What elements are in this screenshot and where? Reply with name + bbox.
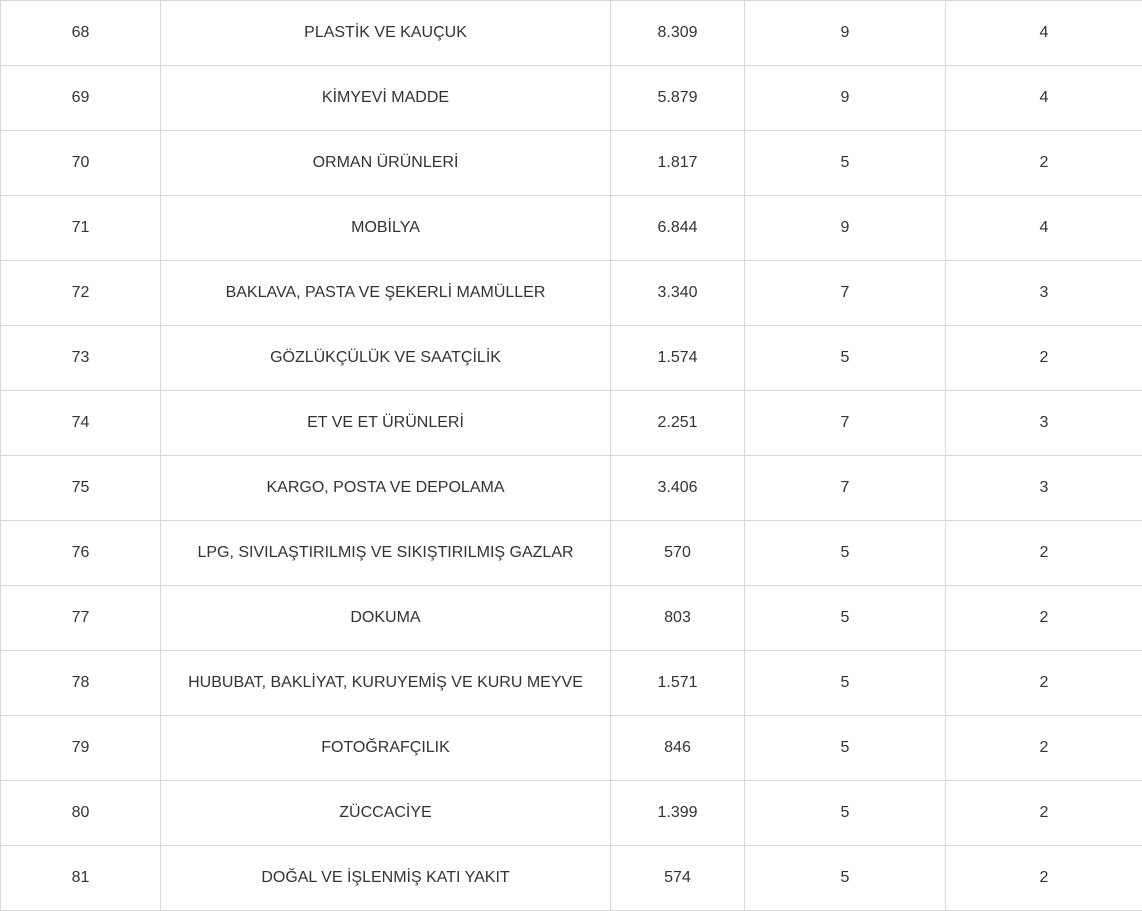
member-count: 803 bbox=[611, 586, 745, 651]
row-number: 76 bbox=[1, 521, 161, 586]
sector-name: GÖZLÜKÇÜLÜK VE SAATÇİLİK bbox=[161, 326, 611, 391]
row-number: 79 bbox=[1, 716, 161, 781]
column-5-value: 2 bbox=[946, 326, 1142, 391]
column-5-value: 2 bbox=[946, 781, 1142, 846]
member-count: 3.340 bbox=[611, 261, 745, 326]
sector-name: ZÜCCACİYE bbox=[161, 781, 611, 846]
column-5-value: 2 bbox=[946, 716, 1142, 781]
row-number: 78 bbox=[1, 651, 161, 716]
row-number: 75 bbox=[1, 456, 161, 521]
table-row bbox=[1, 456, 1142, 521]
table-row bbox=[1, 651, 1142, 716]
column-5-value: 2 bbox=[946, 651, 1142, 716]
table-row bbox=[1, 196, 1142, 261]
column-5-value: 2 bbox=[946, 586, 1142, 651]
member-count: 570 bbox=[611, 521, 745, 586]
sector-name: MOBİLYA bbox=[161, 196, 611, 261]
member-count: 8.309 bbox=[611, 1, 745, 66]
row-number: 72 bbox=[1, 261, 161, 326]
row-number: 73 bbox=[1, 326, 161, 391]
row-number: 74 bbox=[1, 391, 161, 456]
table-row bbox=[1, 846, 1142, 911]
table-row bbox=[1, 326, 1142, 391]
column-4-value: 7 bbox=[745, 456, 946, 521]
sector-name: BAKLAVA, PASTA VE ŞEKERLİ MAMÜLLER bbox=[161, 261, 611, 326]
column-4-value: 5 bbox=[745, 716, 946, 781]
column-5-value: 2 bbox=[946, 846, 1142, 911]
sector-name: DOĞAL VE İŞLENMİŞ KATI YAKIT bbox=[161, 846, 611, 911]
member-count: 2.251 bbox=[611, 391, 745, 456]
sector-name: ORMAN ÜRÜNLERİ bbox=[161, 131, 611, 196]
member-count: 1.399 bbox=[611, 781, 745, 846]
column-4-value: 5 bbox=[745, 846, 946, 911]
column-4-value: 5 bbox=[745, 131, 946, 196]
member-count: 1.571 bbox=[611, 651, 745, 716]
column-5-value: 4 bbox=[946, 1, 1142, 66]
column-4-value: 5 bbox=[745, 586, 946, 651]
column-5-value: 2 bbox=[946, 521, 1142, 586]
column-5-value: 4 bbox=[946, 66, 1142, 131]
table-body bbox=[1, 1, 1142, 911]
row-number: 80 bbox=[1, 781, 161, 846]
column-4-value: 5 bbox=[745, 326, 946, 391]
row-number: 71 bbox=[1, 196, 161, 261]
column-4-value: 5 bbox=[745, 651, 946, 716]
column-5-value: 3 bbox=[946, 456, 1142, 521]
table-row bbox=[1, 66, 1142, 131]
member-count: 3.406 bbox=[611, 456, 745, 521]
column-4-value: 5 bbox=[745, 781, 946, 846]
table-row bbox=[1, 261, 1142, 326]
sector-name: ET VE ET ÜRÜNLERİ bbox=[161, 391, 611, 456]
column-4-value: 9 bbox=[745, 1, 946, 66]
sector-name: FOTOĞRAFÇILIK bbox=[161, 716, 611, 781]
table-row bbox=[1, 1, 1142, 66]
column-4-value: 7 bbox=[745, 391, 946, 456]
member-count: 1.574 bbox=[611, 326, 745, 391]
sector-name: HUBUBAT, BAKLİYAT, KURUYEMİŞ VE KURU MEYVE bbox=[161, 651, 611, 716]
table-row bbox=[1, 716, 1142, 781]
row-number: 81 bbox=[1, 846, 161, 911]
sector-name: PLASTİK VE KAUÇUK bbox=[161, 1, 611, 66]
sector-name: DOKUMA bbox=[161, 586, 611, 651]
table-row bbox=[1, 521, 1142, 586]
column-5-value: 3 bbox=[946, 391, 1142, 456]
column-4-value: 9 bbox=[745, 196, 946, 261]
member-count: 6.844 bbox=[611, 196, 745, 261]
column-5-value: 4 bbox=[946, 196, 1142, 261]
column-4-value: 7 bbox=[745, 261, 946, 326]
table-row bbox=[1, 131, 1142, 196]
table-row bbox=[1, 781, 1142, 846]
member-count: 846 bbox=[611, 716, 745, 781]
row-number: 70 bbox=[1, 131, 161, 196]
table-row bbox=[1, 586, 1142, 651]
sector-name: KARGO, POSTA VE DEPOLAMA bbox=[161, 456, 611, 521]
row-number: 69 bbox=[1, 66, 161, 131]
sector-name: KİMYEVİ MADDE bbox=[161, 66, 611, 131]
column-4-value: 9 bbox=[745, 66, 946, 131]
row-number: 77 bbox=[1, 586, 161, 651]
column-5-value: 3 bbox=[946, 261, 1142, 326]
member-count: 1.817 bbox=[611, 131, 745, 196]
member-count: 574 bbox=[611, 846, 745, 911]
table-row bbox=[1, 391, 1142, 456]
sector-name: LPG, SIVILAŞTIRILMIŞ VE SIKIŞTIRILMIŞ GAZLAR bbox=[161, 521, 611, 586]
column-5-value: 2 bbox=[946, 131, 1142, 196]
member-count: 5.879 bbox=[611, 66, 745, 131]
column-4-value: 5 bbox=[745, 521, 946, 586]
row-number: 68 bbox=[1, 1, 161, 66]
